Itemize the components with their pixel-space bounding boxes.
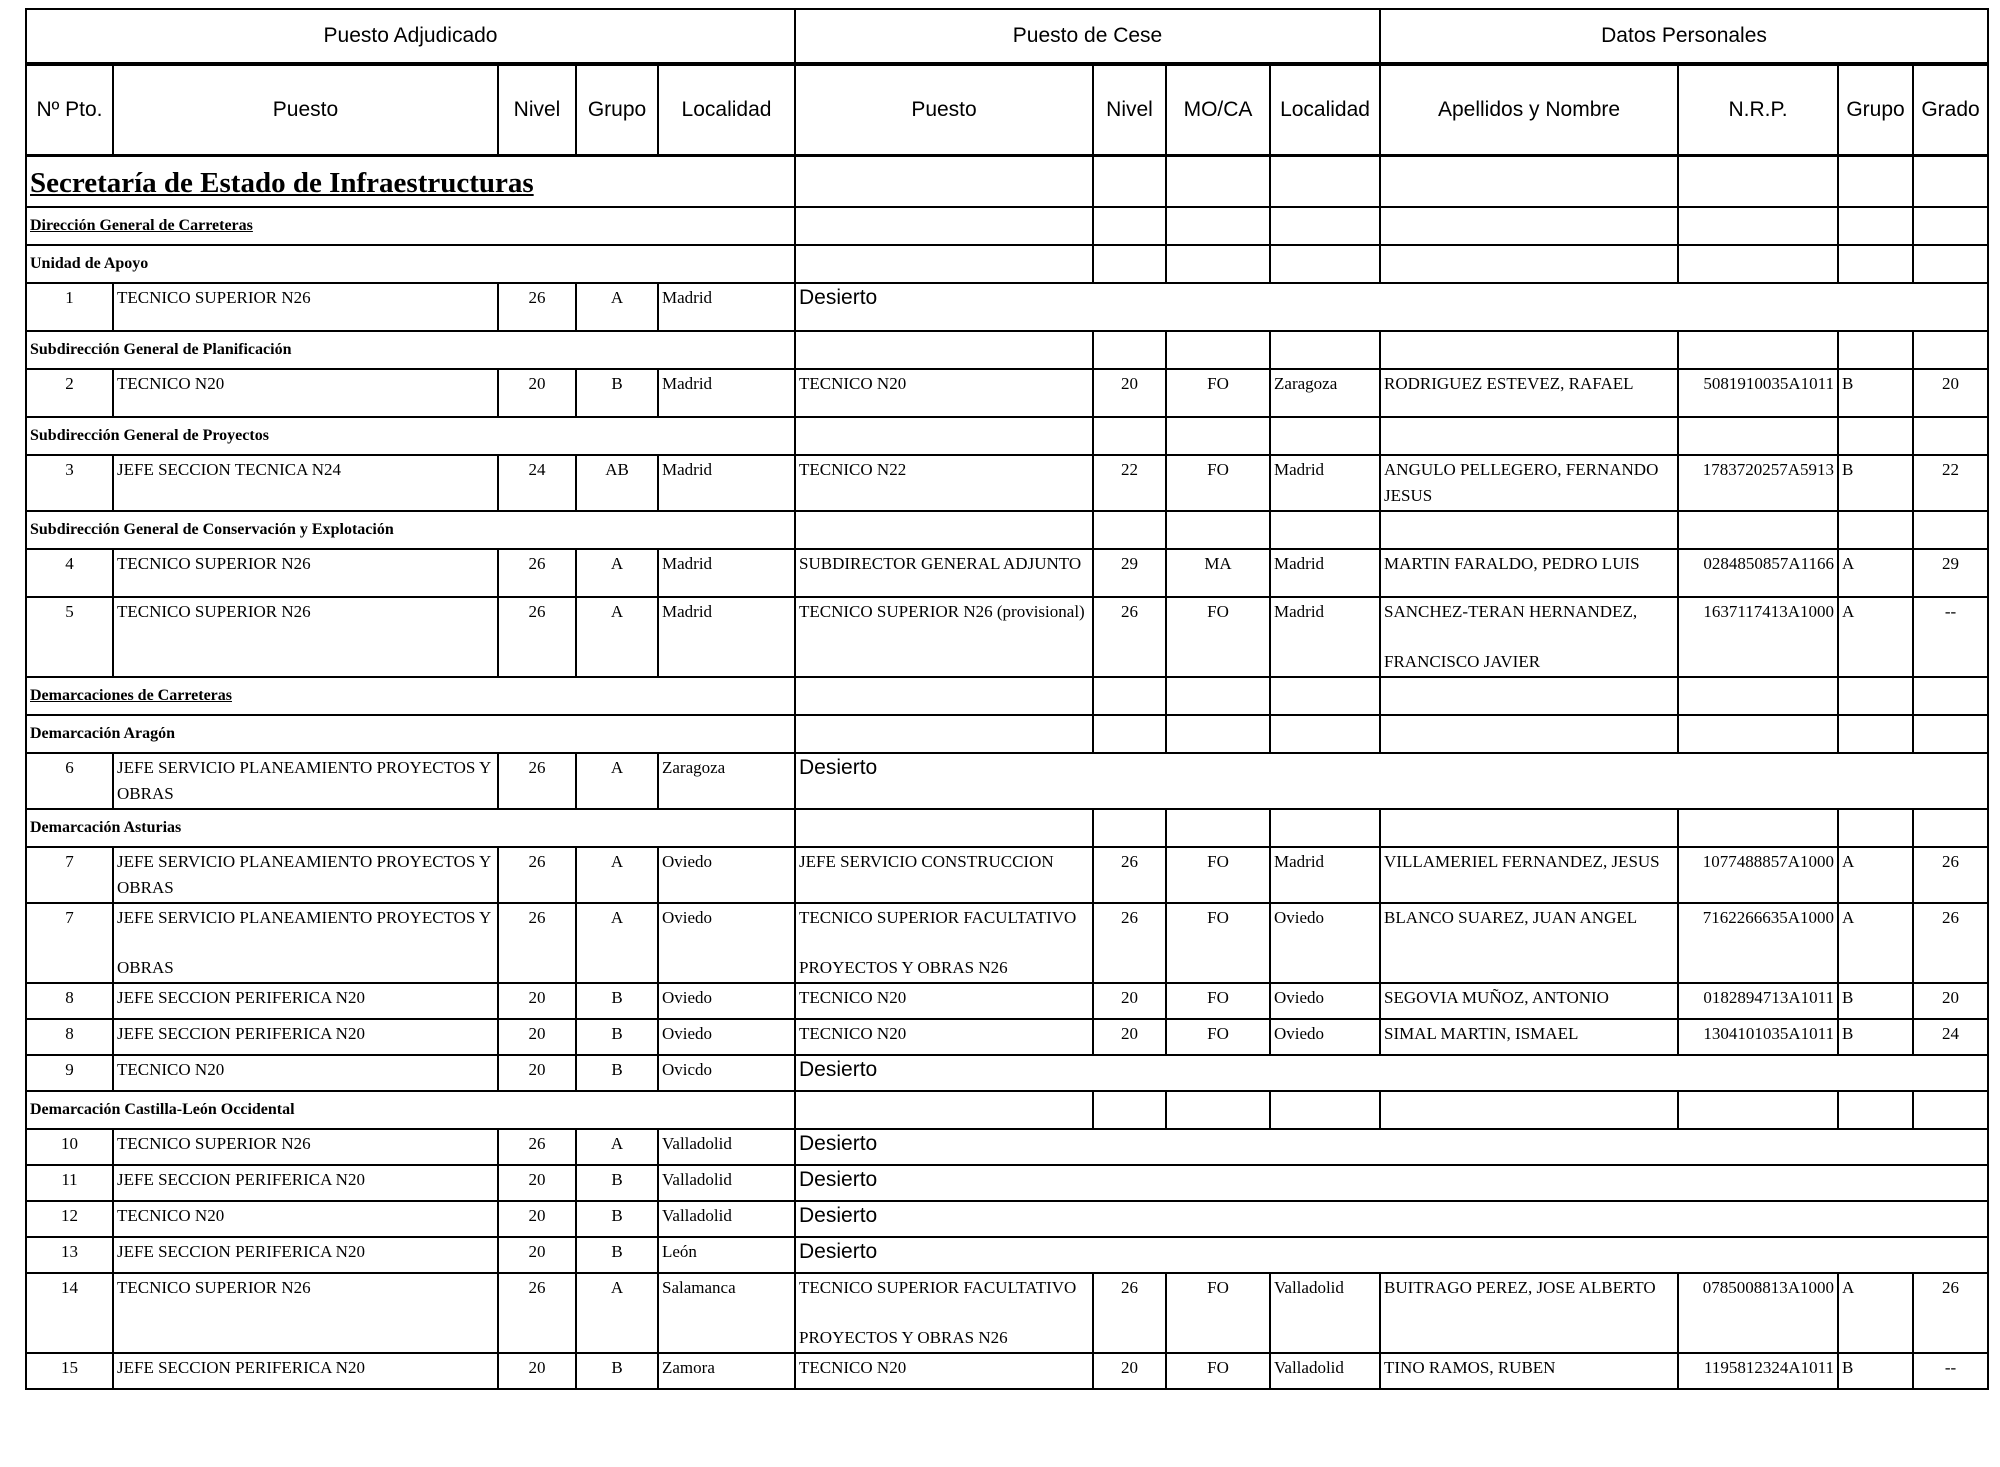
section-row <box>26 715 1988 753</box>
column-header-row <box>26 64 1988 156</box>
table-row: 2 TECNICO N20 20 B Madrid TECNICO N20 20 FO Zaragoza RODRIGUEZ ESTEVEZ, RAFAEL 5081910035A1011 B 20 <box>26 369 1988 417</box>
col-header-nombre: Apellidos y Nombre <box>1380 64 1678 156</box>
col-header-grupo: Grupo <box>576 64 658 156</box>
table-row: 7 JEFE SERVICIO PLANEAMIENTO PROYECTOS Y OBRAS 26 A Oviedo TECNICO SUPERIOR FACULTATIVO PROYECTOS Y OBRAS N26 26 FO Oviedo BLANCO SUAREZ, JUAN ANGEL 7162266635A1000 A 26 <box>26 903 1988 983</box>
table-row: 8 JEFE SECCION PERIFERICA N20 20 B Oviedo TECNICO N20 20 FO Oviedo SEGOVIA MUÑOZ, ANTONIO 0182894713A1011 B 20 <box>26 983 1988 1019</box>
section-row <box>26 809 1988 847</box>
section-asturias: Demarcación Asturias <box>26 809 795 847</box>
table-row: 1 TECNICO SUPERIOR N26 26 A Madrid Desierto <box>26 283 1988 331</box>
group-header-datos-personales: Datos Personales <box>1380 9 1988 64</box>
section-row <box>26 245 1988 283</box>
section-row <box>26 511 1988 549</box>
table-row: 5 TECNICO SUPERIOR N26 26 A Madrid TECNICO SUPERIOR N26 (provisional) 26 FO Madrid SANCHEZ-TERAN HERNANDEZ, FRANCISCO JAVIER 1637117413A1000 A -- <box>26 597 1988 677</box>
section-conservacion: Subdirección General de Conservación y Explotación <box>26 511 795 549</box>
desierto-label: Desierto <box>795 1055 1988 1091</box>
desierto-label: Desierto <box>795 1237 1988 1273</box>
col-header-personal-grupo: Grupo <box>1838 64 1913 156</box>
desierto-label: Desierto <box>795 1201 1988 1237</box>
table-row: 11 JEFE SECCION PERIFERICA N20 20 B Valladolid Desierto <box>26 1165 1988 1201</box>
col-header-cese-nivel: Nivel <box>1093 64 1166 156</box>
group-header-row <box>26 9 1988 64</box>
section-planificacion: Subdirección General de Planificación <box>26 331 795 369</box>
table-row: 4 TECNICO SUPERIOR N26 26 A Madrid SUBDIRECTOR GENERAL ADJUNTO 29 MA Madrid MARTIN FARALDO, PEDRO LUIS 0284850857A1166 A 29 <box>26 549 1988 597</box>
col-header-num: Nº Pto. <box>26 64 113 156</box>
desierto-label: Desierto <box>795 753 1988 809</box>
col-header-puesto: Puesto <box>113 64 498 156</box>
table-row: 9 TECNICO N20 20 B Ovicdo Desierto <box>26 1055 1988 1091</box>
col-header-grado: Grado <box>1913 64 1988 156</box>
desierto-label: Desierto <box>795 1165 1988 1201</box>
table-row: 12 TECNICO N20 20 B Valladolid Desierto <box>26 1201 1988 1237</box>
section-row <box>26 677 1988 715</box>
section-row <box>26 207 1988 245</box>
col-header-mo-ca: MO/CA <box>1166 64 1270 156</box>
group-header-puesto-cese: Puesto de Cese <box>795 9 1380 64</box>
table-row: 8 JEFE SECCION PERIFERICA N20 20 B Oviedo TECNICO N20 20 FO Oviedo SIMAL MARTIN, ISMAEL 1304101035A1011 B 24 <box>26 1019 1988 1055</box>
section-row <box>26 1091 1988 1129</box>
col-header-nivel: Nivel <box>498 64 576 156</box>
section-aragon: Demarcación Aragón <box>26 715 795 753</box>
section-proyectos: Subdirección General de Proyectos <box>26 417 795 455</box>
group-header-puesto-adjudicado: Puesto Adjudicado <box>26 9 795 64</box>
table-row: 7 JEFE SERVICIO PLANEAMIENTO PROYECTOS Y OBRAS 26 A Oviedo JEFE SERVICIO CONSTRUCCION 26 FO Madrid VILLAMERIEL FERNANDEZ, JESUS 1077488857A1000 A 26 <box>26 847 1988 903</box>
table-row: 13 JEFE SECCION PERIFERICA N20 20 B León Desierto <box>26 1237 1988 1273</box>
section-row <box>26 331 1988 369</box>
section-castilla: Demarcación Castilla-León Occidental <box>26 1091 795 1129</box>
table-row: 15 JEFE SECCION PERIFERICA N20 20 B Zamora TECNICO N20 20 FO Valladolid TINO RAMOS, RUBEN 1195812324A1011 B -- <box>26 1353 1988 1389</box>
col-header-cese-localidad: Localidad <box>1270 64 1380 156</box>
table-row: 6 JEFE SERVICIO PLANEAMIENTO PROYECTOS Y OBRAS 26 A Zaragoza Desierto <box>26 753 1988 809</box>
table-row: 14 TECNICO SUPERIOR N26 26 A Salamanca TECNICO SUPERIOR FACULTATIVO PROYECTOS Y OBRAS N26 26 FO Valladolid BUITRAGO PEREZ, JOSE ALBERTO 0785008813A1000 A 26 <box>26 1273 1988 1353</box>
section-demarcaciones: Demarcaciones de Carreteras <box>26 677 795 715</box>
section-unidad-apoyo: Unidad de Apoyo <box>26 245 795 283</box>
section-dg-carreteras: Dirección General de Carreteras <box>26 207 795 245</box>
table-row: 10 TECNICO SUPERIOR N26 26 A Valladolid Desierto <box>26 1129 1988 1165</box>
col-header-cese-puesto: Puesto <box>795 64 1093 156</box>
desierto-label: Desierto <box>795 1129 1988 1165</box>
desierto-label: Desierto <box>795 283 1988 331</box>
title-row <box>26 156 1988 208</box>
table-row: 3 JEFE SECCION TECNICA N24 24 AB Madrid TECNICO N22 22 FO Madrid ANGULO PELLEGERO, FERNANDO JESUS 1783720257A5913 B 22 <box>26 455 1988 511</box>
section-row <box>26 417 1988 455</box>
col-header-localidad: Localidad <box>658 64 795 156</box>
document-title: Secretaría de Estado de Infraestructuras <box>26 156 795 208</box>
col-header-nrp: N.R.P. <box>1678 64 1838 156</box>
assignment-table <box>25 8 1989 1390</box>
